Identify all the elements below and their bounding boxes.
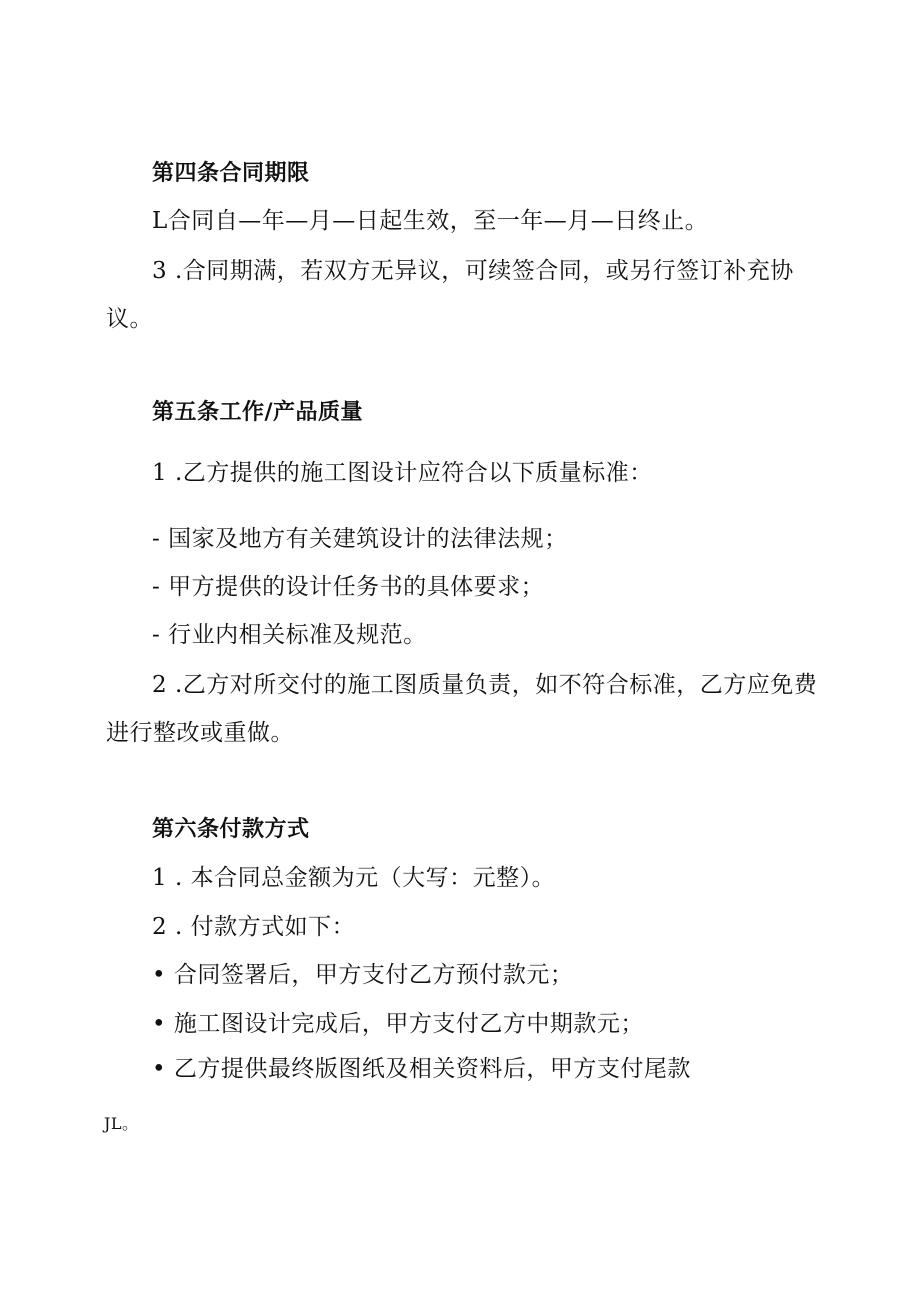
- section-5-line-1: 1 .乙方提供的施工图设计应符合以下质量标准：: [152, 460, 653, 486]
- section-6-bullet-2: • 施工图设计完成后，甲方支付乙方中期款元；: [152, 1011, 644, 1037]
- section-4-line-1: L合同自—年—月—日起生效，至一年—月—日终止。: [152, 208, 709, 234]
- section-5-line-3: - 甲方提供的设计任务书的具体要求；: [152, 574, 545, 600]
- section-4-line-2: 3 .合同期满，若双方无异议，可续签合同，或另行签订补充协: [152, 258, 794, 284]
- section-6-bullet-3: • 乙方提供最终版图纸及相关资料后，甲方支付尾款: [152, 1056, 691, 1082]
- section-6-continuation: JL。: [104, 1114, 139, 1133]
- section-6-bullet-1: • 合同签署后，甲方支付乙方预付款元；: [152, 962, 574, 988]
- section-4-line-3: 议。: [106, 306, 153, 332]
- section-5-line-6: 进行整改或重做。: [106, 720, 294, 746]
- section-6-line-1: 1 . 本合同总金额为元（大写：元整）。: [152, 865, 556, 891]
- section-4-heading: 第四条合同期限: [152, 161, 310, 186]
- section-5-line-2: - 国家及地方有关建筑设计的法律法规；: [152, 526, 568, 552]
- section-6-line-2: 2 . 付款方式如下：: [152, 914, 356, 940]
- section-5-heading: 第五条工作/产品质量: [152, 400, 364, 425]
- section-5-line-4: - 行业内相关标准及规范。: [152, 622, 427, 648]
- section-6-heading: 第六条付款方式: [152, 817, 310, 842]
- section-5-line-5: 2 .乙方对所交付的施工图质量负责，如不符合标准，乙方应免费: [152, 672, 818, 698]
